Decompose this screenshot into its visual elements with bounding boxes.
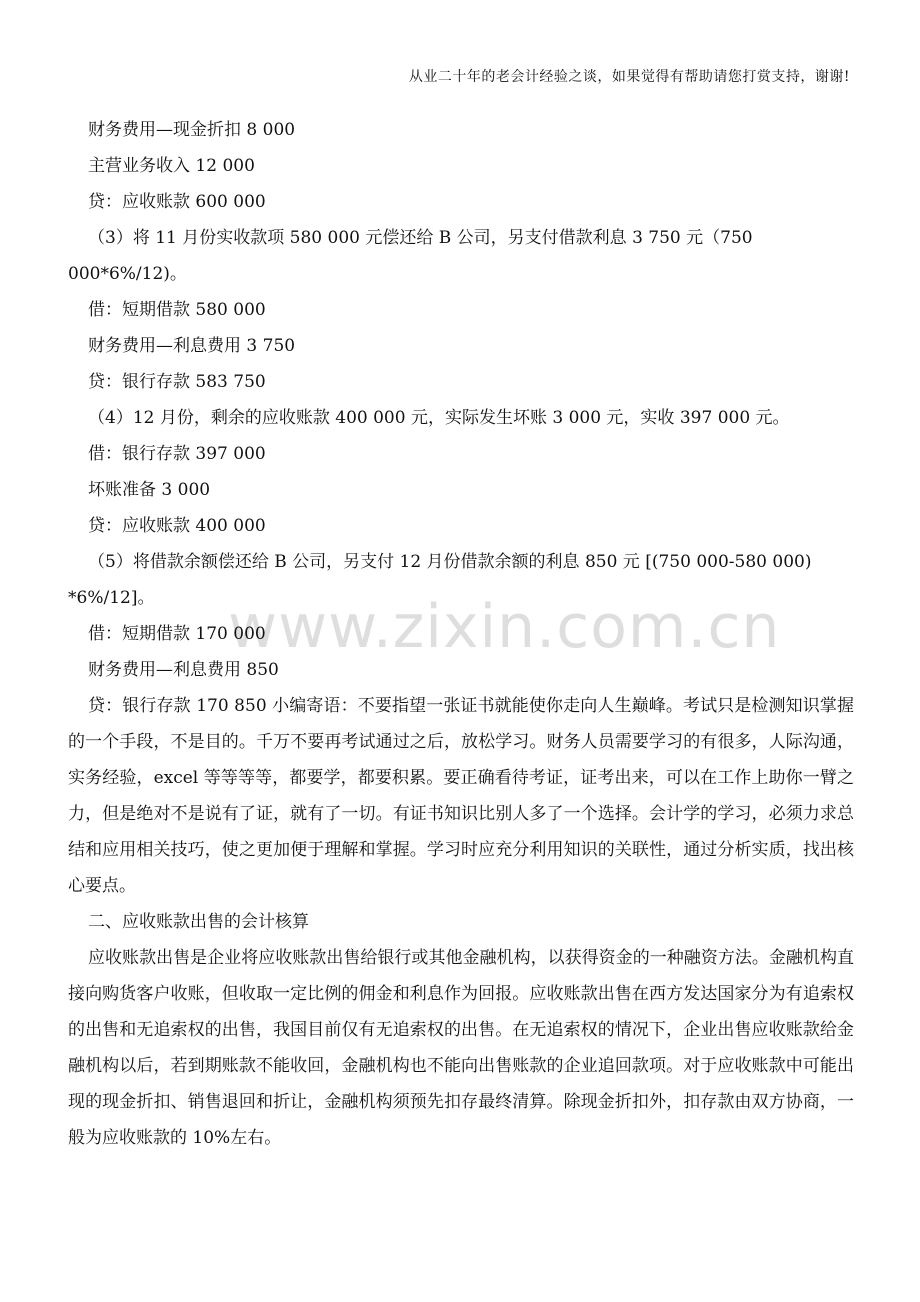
entry-line: 贷：银行存款 583 750 xyxy=(88,372,266,392)
section-heading: 二、应收账款出售的会计核算 xyxy=(88,912,309,932)
entry-line: 坏账准备 3 000 xyxy=(88,480,211,500)
entry-line: 主营业务收入 12 000 xyxy=(88,156,255,176)
entry-line: 借：短期借款 580 000 xyxy=(88,300,266,320)
entry-line: 财务费用—现金折扣 8 000 xyxy=(88,120,296,140)
entry-line: 借：银行存款 397 000 xyxy=(88,444,266,464)
entry-line: 贷：应收账款 600 000 xyxy=(88,192,266,212)
entry-line: 贷：应收账款 400 000 xyxy=(88,516,266,536)
step-line: （3）将 11 月份实收款项 580 000 元偿还给 B 公司，另支付借款利息 3 750 元（750 xyxy=(88,228,753,248)
entry-line: 财务费用—利息费用 3 750 xyxy=(88,336,296,356)
entry-line: 财务费用—利息费用 850 xyxy=(88,660,279,680)
body-paragraph: 应收账款出售是企业将应收账款出售给银行或其他金融机构，以获得资金的一种融资方法。金融机构直接向购货客户收账，但收取一定比例的佣金和利息作为回报。应收账款出售在西方发达国家分为有追索权的出售和无追索权的出售，我国目前仅有无追索权的出售。在无追索权的情况下，企业出售应收账款给金融机构以后，若到期账款不能收回，金融机构也不能向出售账款的企业追回款项。对于应收账款中可能出现的现金折扣、销售退回和折让，金融机构须预先扣存最终清算。除现金折扣外，扣存款由双方协商，一般为应收账款的 10%左右。 xyxy=(68,948,854,1148)
entry-line: 借：短期借款 170 000 xyxy=(88,624,266,644)
document-body xyxy=(68,112,854,1156)
step-line-cont: 000*6%/12)。 xyxy=(68,264,187,284)
step-line: （4）12 月份，剩余的应收账款 400 000 元，实际发生坏账 3 000 元，实收 397 000 元。 xyxy=(88,408,790,428)
header-note: 从业二十年的老会计经验之谈，如果觉得有帮助请您打赏支持，谢谢! xyxy=(408,69,850,85)
editor-note-paragraph: 贷：银行存款 170 850 小编寄语：不要指望一张证书就能使你走向人生巅峰。考试只是检测知识掌握的一个手段，不是目的。千万不要再考试通过之后，放松学习。财务人员需要学习的有很多，人际沟通，实务经验，excel 等等等等，都要学，都要积累。要正确看待考证，证考出来，可以在工作上助你一臂之力，但是绝对不是说有了证，就有了一切。有证书知识比别人多了一个选择。会计学的学习，必须力求总结和应用相关技巧，使之更加便于理解和掌握。学习时应充分利用知识的关联性，通过分析实质，找出核心要点。 xyxy=(68,696,854,896)
step-line-cont: *6%/12]。 xyxy=(68,588,155,608)
watermark: www.zixin.com.cn xyxy=(228,592,781,662)
step-line: （5）将借款余额偿还给 B 公司，另支付 12 月份借款余额的利息 850 元 [(750 000-580 000) xyxy=(88,552,812,572)
